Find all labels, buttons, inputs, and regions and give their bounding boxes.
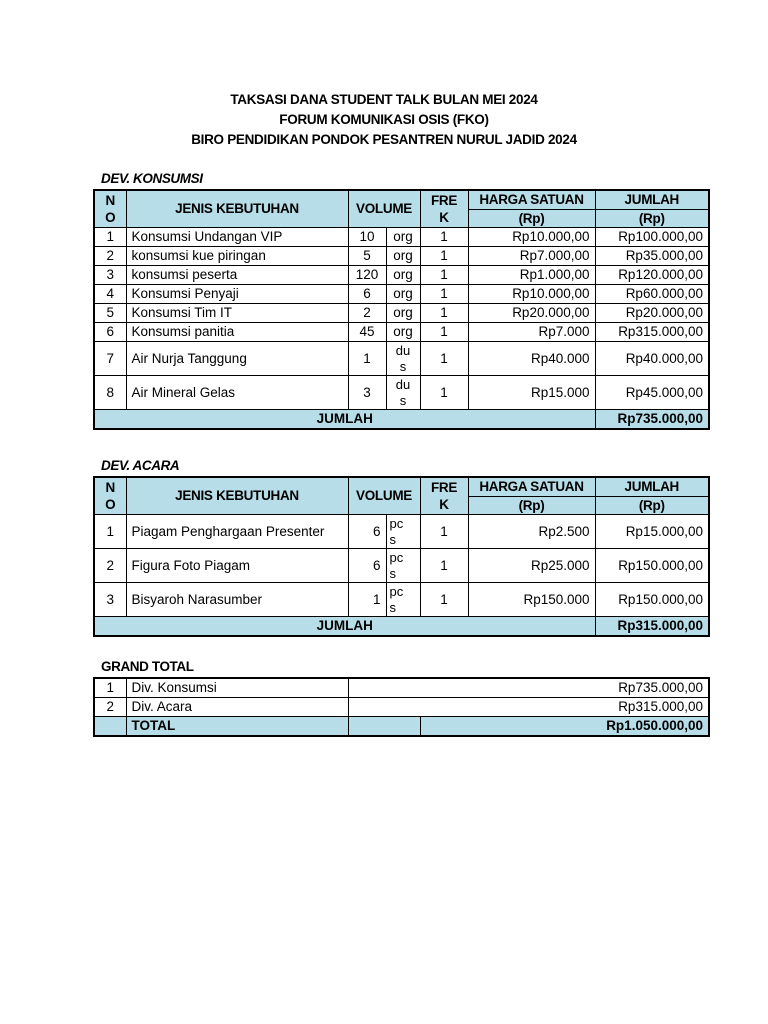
col-header-harga: HARGA SATUAN [468, 190, 595, 210]
table-cell: Bisyaroh Narasumber [126, 583, 348, 617]
document-header [0, 90, 768, 150]
col-header-jumlah: JUMLAH [595, 190, 709, 210]
acara-total-label: JUMLAH [94, 617, 595, 637]
table-cell: org [386, 266, 420, 285]
table-cell: Rp1.000,00 [468, 266, 595, 285]
table-cell [94, 717, 126, 737]
table-cell: Rp10.000,00 [468, 228, 595, 247]
table-cell: du s [386, 376, 420, 410]
col-header-harga-unit: (Rp) [468, 497, 595, 515]
table-row [94, 698, 709, 717]
section-title-grand-total: GRAND TOTAL [101, 659, 194, 674]
table-cell: Rp315.000,00 [348, 698, 709, 717]
table-cell: 2 [94, 247, 126, 266]
table-cell: Rp315.000,00 [595, 323, 709, 342]
table-cell: 3 [94, 266, 126, 285]
table-cell: 1 [420, 583, 468, 617]
konsumsi-table [93, 189, 710, 430]
table-cell: 1 [420, 515, 468, 549]
table-cell: 4 [94, 285, 126, 304]
table-row [94, 266, 709, 285]
table-row [94, 549, 709, 583]
col-header-jenis: JENIS KEBUTUHAN [126, 477, 348, 515]
table-row [94, 678, 709, 698]
table-row [94, 376, 709, 410]
table-cell: konsumsi peserta [126, 266, 348, 285]
table-cell: 1 [420, 266, 468, 285]
table-cell: Rp150.000,00 [595, 549, 709, 583]
table-cell: 45 [348, 323, 386, 342]
table-cell: 3 [94, 583, 126, 617]
table-cell: Rp7.000 [468, 323, 595, 342]
table-cell: 2 [348, 304, 386, 323]
table-cell: Rp150.000,00 [595, 583, 709, 617]
table-cell: 6 [94, 323, 126, 342]
header-title-line-3: BIRO PENDIDIKAN PONDOK PESANTREN NURUL JADID 2024 [191, 132, 577, 147]
table-cell: Rp45.000,00 [595, 376, 709, 410]
table-cell: Konsumsi Undangan VIP [126, 228, 348, 247]
table-cell: Rp35.000,00 [595, 247, 709, 266]
acara-total-row [94, 617, 709, 637]
konsumsi-total-row [94, 410, 709, 430]
col-header-no: N O [94, 477, 126, 515]
table-cell: 6 [348, 549, 386, 583]
table-cell: 5 [348, 247, 386, 266]
table-cell: 1 [94, 515, 126, 549]
table-row [94, 323, 709, 342]
table-row [94, 583, 709, 617]
table-cell: Konsumsi Penyaji [126, 285, 348, 304]
table-cell: du s [386, 342, 420, 376]
table-cell: 120 [348, 266, 386, 285]
table-cell: Rp10.000,00 [468, 285, 595, 304]
col-header-no: N O [94, 190, 126, 228]
table-cell: 8 [94, 376, 126, 410]
table-cell: 1 [420, 285, 468, 304]
table-cell: 1 [420, 549, 468, 583]
table-cell: org [386, 285, 420, 304]
table-row [94, 285, 709, 304]
konsumsi-total-value: Rp735.000,00 [595, 410, 709, 430]
table-row [94, 247, 709, 266]
col-header-frek: FRE K [420, 190, 468, 228]
table-cell: Figura Foto Piagam [126, 549, 348, 583]
header-title-line-1: TAKSASI DANA STUDENT TALK BULAN MEI 2024 [230, 92, 538, 107]
table-cell: konsumsi kue piringan [126, 247, 348, 266]
col-header-harga: HARGA SATUAN [468, 477, 595, 497]
table-cell: Div. Konsumsi [126, 678, 348, 698]
table-cell: Rp15.000,00 [595, 515, 709, 549]
table-cell: 1 [94, 678, 126, 698]
table-cell: 7 [94, 342, 126, 376]
table-cell [348, 717, 420, 737]
table-cell: 6 [348, 515, 386, 549]
table-row [94, 304, 709, 323]
table-cell: pc s [386, 515, 420, 549]
section-title-konsumsi: DEV. KONSUMSI [101, 171, 203, 186]
table-cell: pc s [386, 583, 420, 617]
table-cell: Rp20.000,00 [595, 304, 709, 323]
col-header-volume: VOLUME [348, 190, 420, 228]
section-title-acara: DEV. ACARA [101, 458, 180, 473]
table-cell: 2 [94, 698, 126, 717]
table-cell: 1 [420, 304, 468, 323]
table-cell: Piagam Penghargaan Presenter [126, 515, 348, 549]
table-cell: 1 [420, 342, 468, 376]
table-cell: org [386, 228, 420, 247]
header-title-line-2: FORUM KOMUNIKASI OSIS (FKO) [279, 112, 489, 127]
table-cell: Air Mineral Gelas [126, 376, 348, 410]
table-cell: Rp735.000,00 [348, 678, 709, 698]
table-cell: Rp40.000 [468, 342, 595, 376]
table-cell: 10 [348, 228, 386, 247]
table-cell: Div. Acara [126, 698, 348, 717]
table-cell: 5 [94, 304, 126, 323]
col-header-frek: FRE K [420, 477, 468, 515]
col-header-volume: VOLUME [348, 477, 420, 515]
table-row [94, 515, 709, 549]
table-cell: Rp120.000,00 [595, 266, 709, 285]
table-row [94, 228, 709, 247]
table-cell: Konsumsi Tim IT [126, 304, 348, 323]
col-header-jumlah: JUMLAH [595, 477, 709, 497]
table-cell: Rp150.000 [468, 583, 595, 617]
table-cell: org [386, 323, 420, 342]
grand-total-label: TOTAL [126, 717, 348, 737]
grand-total-table [93, 677, 710, 737]
table-cell: 1 [420, 247, 468, 266]
col-header-harga-unit: (Rp) [468, 210, 595, 228]
table-cell: 1 [420, 376, 468, 410]
table-cell: Rp40.000,00 [595, 342, 709, 376]
konsumsi-total-label: JUMLAH [94, 410, 595, 430]
table-cell: Rp60.000,00 [595, 285, 709, 304]
table-cell: 1 [348, 583, 386, 617]
col-header-jumlah-unit: (Rp) [595, 210, 709, 228]
table-cell: 3 [348, 376, 386, 410]
table-cell: org [386, 247, 420, 266]
table-cell: 6 [348, 285, 386, 304]
table-cell: Rp25.000 [468, 549, 595, 583]
acara-table [93, 476, 710, 637]
table-cell: Air Nurja Tanggung [126, 342, 348, 376]
col-header-jumlah-unit: (Rp) [595, 497, 709, 515]
col-header-jenis: JENIS KEBUTUHAN [126, 190, 348, 228]
table-cell: Rp2.500 [468, 515, 595, 549]
table-cell: Rp15.000 [468, 376, 595, 410]
table-cell: Rp20.000,00 [468, 304, 595, 323]
table-cell: 2 [94, 549, 126, 583]
table-cell: Rp100.000,00 [595, 228, 709, 247]
table-cell: pc s [386, 549, 420, 583]
table-cell: 1 [420, 228, 468, 247]
table-cell: 1 [94, 228, 126, 247]
table-row [94, 342, 709, 376]
acara-total-value: Rp315.000,00 [595, 617, 709, 637]
table-cell: Rp7.000,00 [468, 247, 595, 266]
table-cell: org [386, 304, 420, 323]
table-cell: 1 [348, 342, 386, 376]
table-cell: Konsumsi panitia [126, 323, 348, 342]
table-cell: 1 [420, 323, 468, 342]
grand-total-row [94, 717, 709, 737]
grand-total-value: Rp1.050.000,00 [420, 717, 709, 737]
